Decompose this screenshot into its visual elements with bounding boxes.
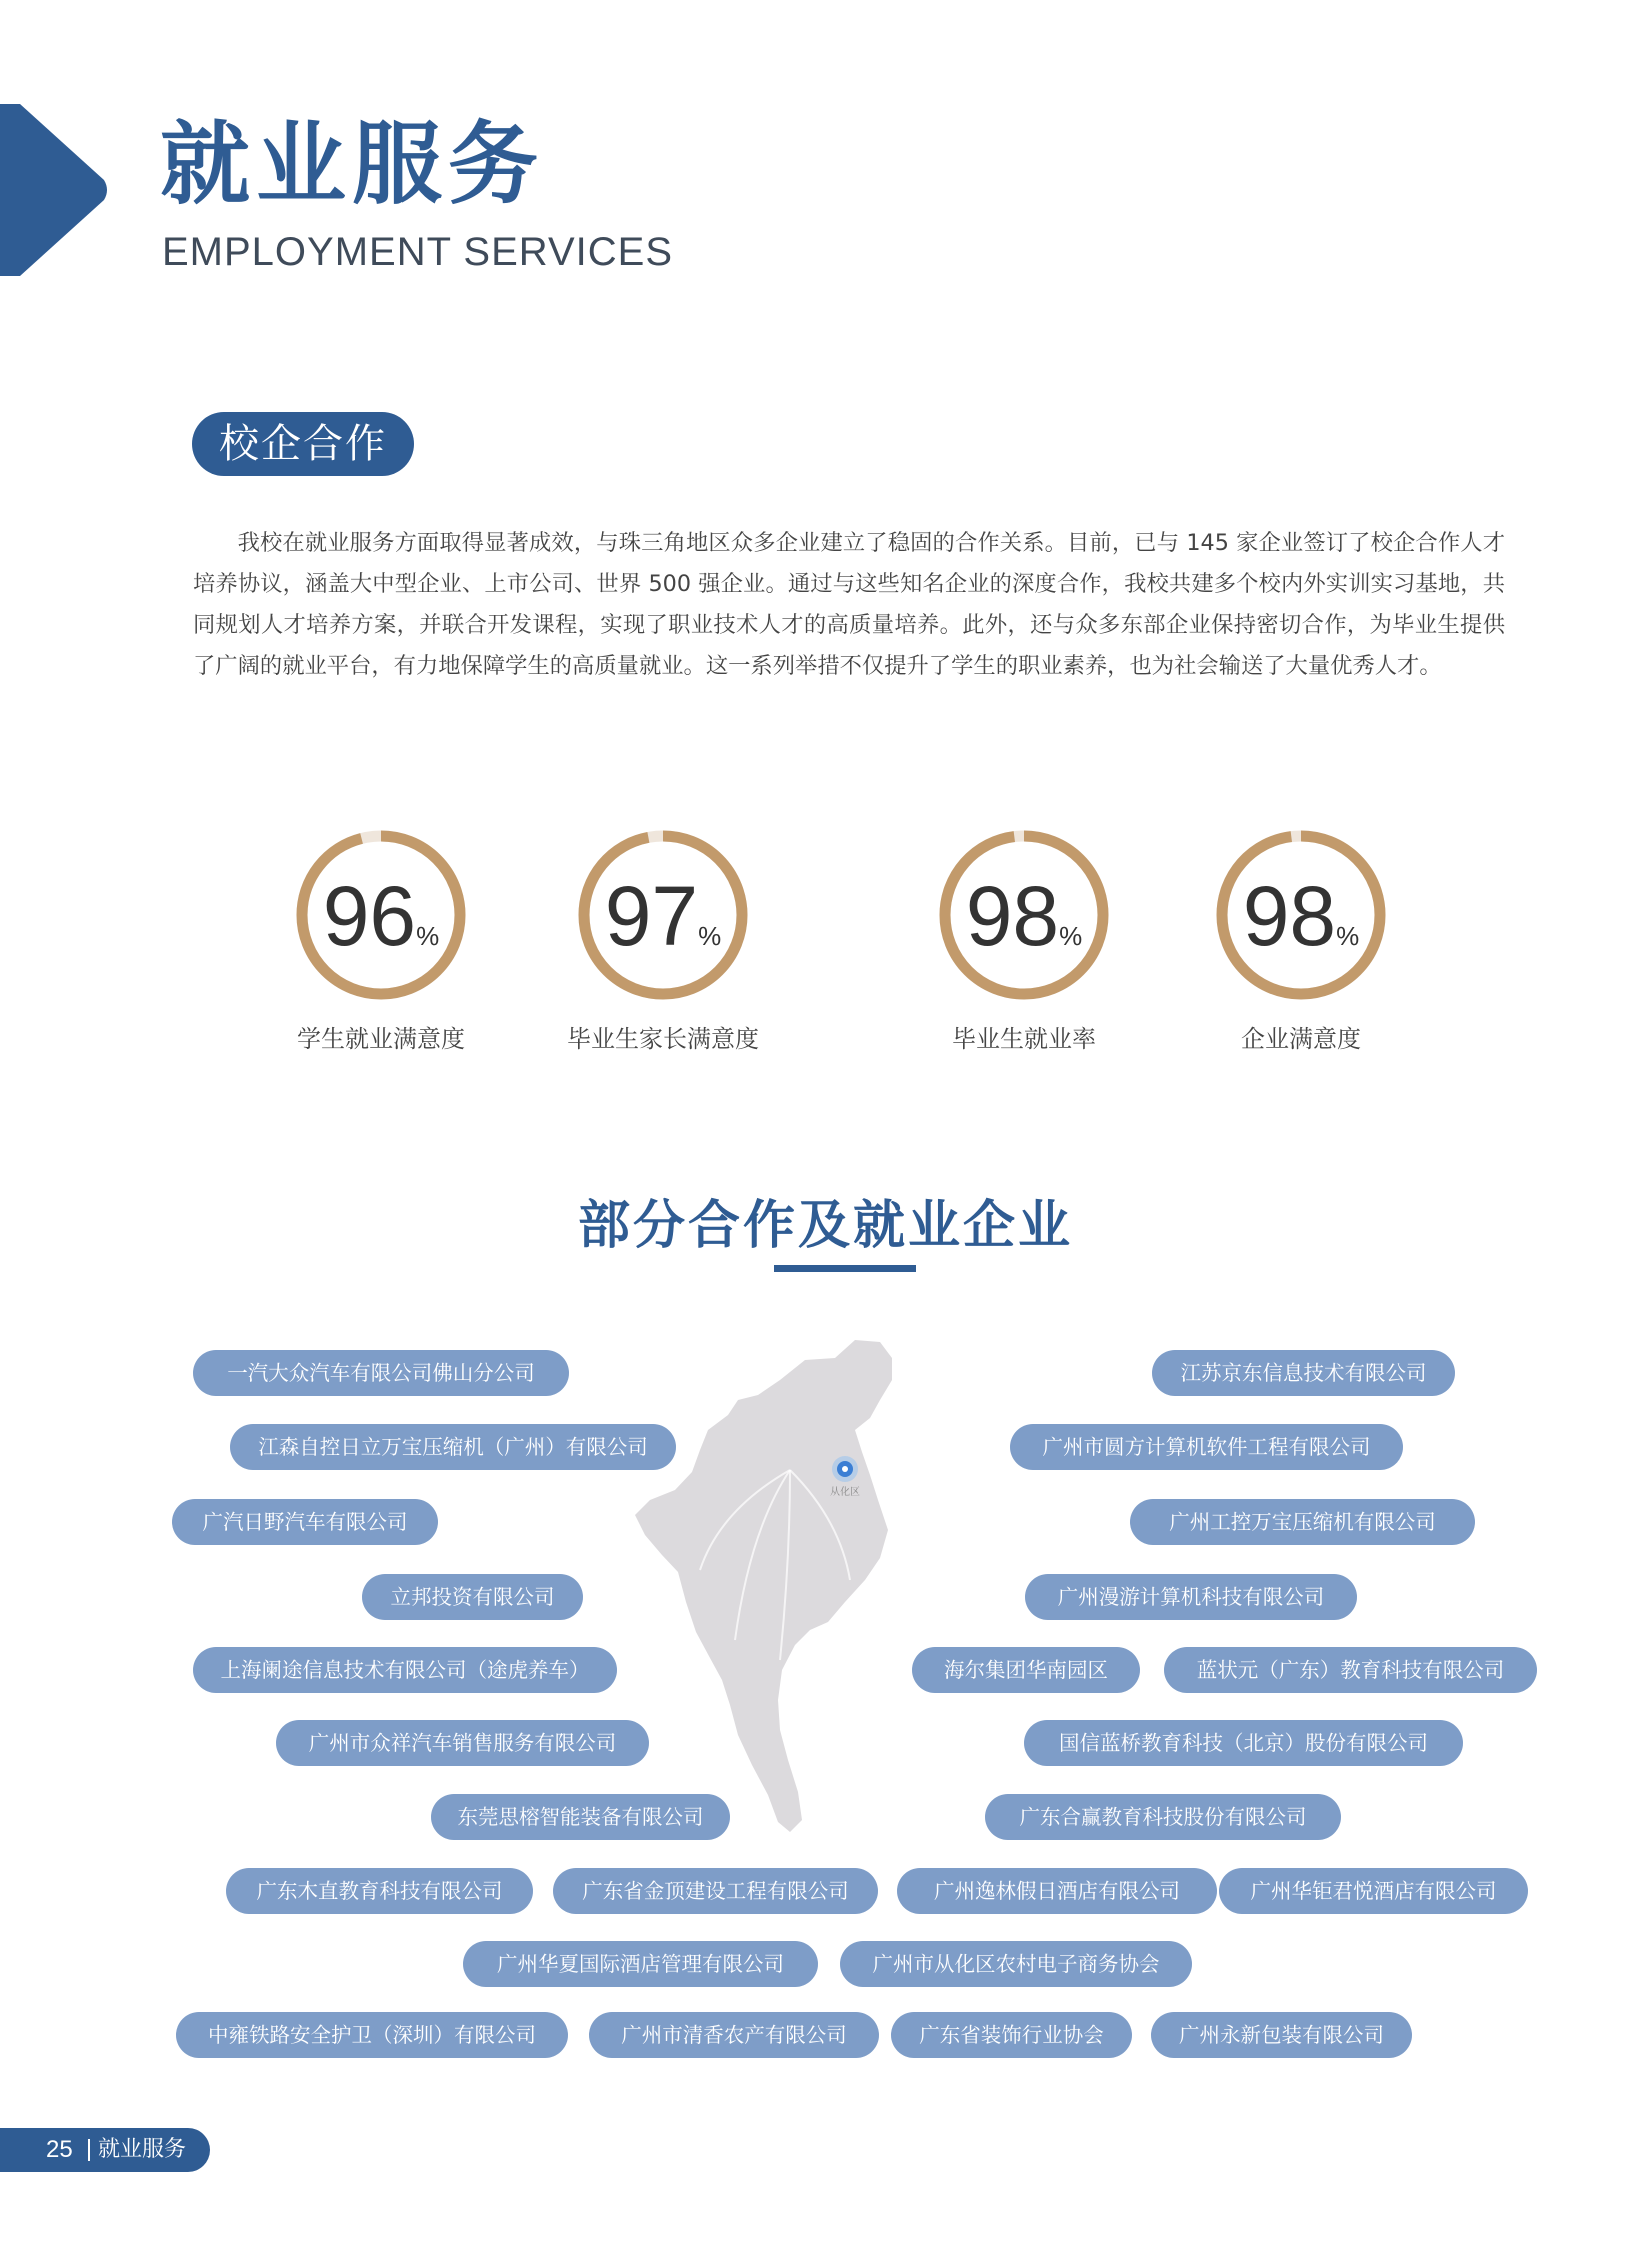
company-chip: 广州永新包装有限公司 (1151, 2012, 1412, 2058)
stat-value-2: 97% (604, 869, 722, 963)
company-chip: 广州漫游计算机科技有限公司 (1025, 1574, 1357, 1620)
page-title: 就业服务 (160, 112, 544, 217)
company-chip: 上海阑途信息技术有限公司（途虎养车） (193, 1647, 617, 1693)
page-subtitle: EMPLOYMENT SERVICES (162, 230, 673, 274)
footer-label: 就业服务 (98, 2137, 187, 2162)
company-chip: 中雍铁路安全护卫（深圳）有限公司 (176, 2012, 568, 2058)
svg-text:从化区: 从化区 (830, 1487, 860, 1498)
company-chip: 广州市圆方计算机软件工程有限公司 (1010, 1424, 1403, 1470)
company-chip: 广汽日野汽车有限公司 (172, 1499, 438, 1545)
company-chip: 江森自控日立万宝压缩机（广州）有限公司 (230, 1424, 676, 1470)
company-chip: 海尔集团华南园区 (912, 1647, 1140, 1693)
company-chip: 立邦投资有限公司 (362, 1574, 583, 1620)
company-chip: 广东省装饰行业协会 (891, 2012, 1132, 2058)
company-chip: 广州华夏国际酒店管理有限公司 (463, 1941, 818, 1987)
map-region (635, 1340, 892, 1832)
company-chip: 广州工控万宝压缩机有限公司 (1130, 1499, 1475, 1545)
stat-value-3: 98% (965, 869, 1083, 963)
company-chip: 一汽大众汽车有限公司佛山分公司 (193, 1350, 569, 1396)
company-chip: 国信蓝桥教育科技（北京）股份有限公司 (1024, 1720, 1463, 1766)
section-label: 校企合作 (192, 412, 414, 476)
page-footer (0, 2128, 210, 2172)
company-chip: 东莞思榕智能装备有限公司 (431, 1794, 730, 1840)
company-chip: 广州市从化区农村电子商务协会 (840, 1941, 1192, 1987)
company-chip: 广东省金顶建设工程有限公司 (553, 1868, 878, 1914)
partners-title: 部分合作及就业企业 (577, 1196, 1073, 1256)
stat-label-2: 毕业生家长满意度 (567, 1025, 759, 1053)
company-chip: 广州市众祥汽车销售服务有限公司 (276, 1720, 649, 1766)
stat-label-3: 毕业生就业率 (952, 1025, 1096, 1053)
stat-value-1: 96% (322, 869, 440, 963)
stat-value-4: 98% (1242, 869, 1360, 963)
company-chip: 广州华钜君悦酒店有限公司 (1219, 1868, 1528, 1914)
stats-rings (0, 0, 1651, 1100)
page-number: 25 (46, 2136, 73, 2163)
company-chip: 广州逸林假日酒店有限公司 (897, 1868, 1217, 1914)
company-chip: 广东合赢教育科技股份有限公司 (985, 1794, 1341, 1840)
company-chip: 广东木直教育科技有限公司 (226, 1868, 533, 1914)
stat-label-1: 学生就业满意度 (297, 1025, 465, 1053)
company-chip: 广州市清香农产有限公司 (589, 2012, 879, 2058)
guangzhou-map (630, 1340, 1010, 1840)
company-chip: 蓝状元（广东）教育科技有限公司 (1164, 1647, 1537, 1693)
stat-label-4: 企业满意度 (1241, 1025, 1361, 1053)
footer-divider (88, 2139, 90, 2161)
company-chip: 江苏京东信息技术有限公司 (1152, 1350, 1455, 1396)
title-underline (774, 1265, 916, 1272)
intro-paragraph: 我校在就业服务方面取得显著成效，与珠三角地区众多企业建立了稳固的合作关系。目前，已与 145 家企业签订了校企合作人才培养协议，涵盖大中型企业、上市公司、世界 500 强企业。通过与这些知名企业的深度合作，我校共建多个校内外实训实习基地，共同规划人才培养方案，并联合开发课程，实现了职业技术人才的高质量培养。此外，还与众多东部企业保持密切合作，为毕业生提供了广阔的就业平台，有力地保障学生的高质量就业。这一系列举措不仅提升了学生的职业素养，也为社会输送了大量优秀人才。 (193, 530, 1505, 679)
